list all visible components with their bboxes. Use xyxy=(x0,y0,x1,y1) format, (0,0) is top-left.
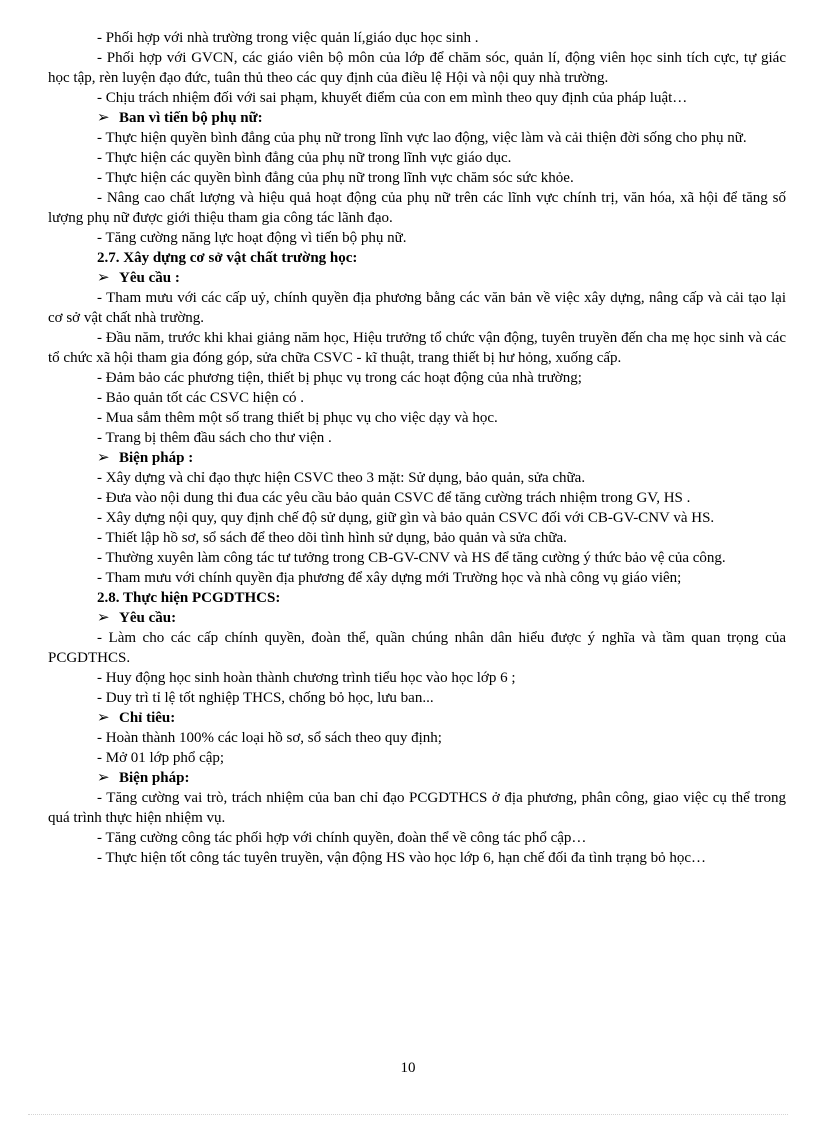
page-number: 10 xyxy=(400,1060,416,1076)
paragraph: - Tăng cường năng lực hoạt động vì tiến bộ phụ nữ. xyxy=(97,230,407,246)
paragraph: - Bảo quản tốt các CSVC hiện có . xyxy=(97,390,305,406)
paragraph: - Tăng cường vai trò, trách nhiệm của ban chỉ đạo PCGDTHCS ở địa phương, phân công, giao việc cụ thể trong quá trình thực hiện nhiệm vụ. xyxy=(48,790,786,826)
section-heading: 2.8. Thực hiện PCGDTHCS: xyxy=(97,590,281,606)
arrow-bullet-icon: ➢ xyxy=(97,710,110,726)
paragraph: - Duy trì tỉ lệ tốt nghiệp THCS, chống bỏ học, lưu ban... xyxy=(97,690,434,706)
paragraph: - Thực hiện tốt công tác tuyên truyền, vận động HS vào học lớp 6, hạn chế đối đa tình trạng bỏ học… xyxy=(97,850,706,866)
paragraph: - Phối hợp với nhà trường trong việc quản lí,giáo dục học sinh . xyxy=(97,30,479,46)
paragraph: - Tham mưu với chính quyền địa phương để xây dựng mới Trường học và nhà công vụ giáo viên; xyxy=(97,570,682,586)
arrow-bullet-icon: ➢ xyxy=(97,770,110,786)
bullet-heading xyxy=(48,708,786,728)
arrow-bullet-icon: ➢ xyxy=(97,110,110,126)
arrow-bullet-icon: ➢ xyxy=(97,450,110,466)
paragraph: - Thực hiện các quyền bình đẳng của phụ nữ trong lĩnh vực giáo dục. xyxy=(97,150,512,166)
paragraph: - Làm cho các cấp chính quyền, đoàn thể, quần chúng nhân dân hiểu được ý nghĩa và tầm quan trọng của PCGDTHCS. xyxy=(48,630,786,666)
paragraph: - Đầu năm, trước khi khai giảng năm học, Hiệu trưởng tổ chức vận động, tuyên truyền đến cha mẹ học sinh và các tổ chức xã hội tham gia đóng góp, sửa chữa CSVC - kĩ thuật, trang thiết bị hư hỏng, xuống cấp. xyxy=(48,330,786,366)
paragraph: - Trang bị thêm đầu sách cho thư viện . xyxy=(97,430,332,446)
paragraph: - Thực hiện quyền bình đẳng của phụ nữ trong lĩnh vực lao động, việc làm và cải thiện đời sống cho phụ nữ. xyxy=(97,130,747,146)
paragraph: - Đưa vào nội dung thi đua các yêu cầu bảo quản CSVC để tăng cường trách nhiệm trong GV, HS . xyxy=(97,490,691,506)
paragraph: - Tăng cường công tác phối hợp với chính quyền, đoàn thể về công tác phổ cập… xyxy=(97,830,587,846)
section-heading: 2.7. Xây dựng cơ sở vật chất trường học: xyxy=(97,250,358,266)
document-body xyxy=(48,28,786,868)
bullet-heading xyxy=(48,268,786,288)
bullet-heading-text: Chỉ tiêu: xyxy=(119,710,176,726)
paragraph: - Nâng cao chất lượng và hiệu quả hoạt động của phụ nữ trên các lĩnh vực chính trị, văn hóa, xã hội để tăng số lượng phụ nữ được giới thiệu tham gia công tác lãnh đạo. xyxy=(48,190,786,226)
paragraph: - Đảm bảo các phương tiện, thiết bị phục vụ trong các hoạt động của nhà trường; xyxy=(97,370,582,386)
paragraph: - Phối hợp với GVCN, các giáo viên bộ môn của lớp để chăm sóc, quản lí, động viên học sinh tích cực, tự giác học tập, rèn luyện đạo đức, tuân thủ theo các quy định của điều lệ Hội và nội quy nhà trường. xyxy=(48,50,786,86)
paragraph: - Mở 01 lớp phổ cập; xyxy=(97,750,225,766)
bullet-heading xyxy=(48,608,786,628)
bullet-heading-text: Biện pháp: xyxy=(119,770,190,786)
paragraph: - Thực hiện các quyền bình đẳng của phụ nữ trong lĩnh vực chăm sóc sức khỏe. xyxy=(97,170,574,186)
paragraph: - Thiết lập hồ sơ, sổ sách để theo dõi tình hình sử dụng, bảo quản và sửa chữa. xyxy=(97,530,567,546)
page-bottom-divider xyxy=(28,1114,788,1115)
paragraph: - Thường xuyên làm công tác tư tưởng trong CB-GV-CNV và HS để tăng cường ý thức bảo vệ của công. xyxy=(97,550,726,566)
paragraph: - Xây dựng và chỉ đạo thực hiện CSVC theo 3 mặt: Sử dụng, bảo quản, sửa chữa. xyxy=(97,470,586,486)
bullet-heading xyxy=(48,108,786,128)
bullet-heading xyxy=(48,768,786,788)
bullet-heading xyxy=(48,448,786,468)
paragraph: - Tham mưu với các cấp uỷ, chính quyền địa phương bằng các văn bản về việc xây dựng, nâng cấp và cải tạo lại cơ sở vật chất nhà trường. xyxy=(48,290,786,326)
bullet-heading-text: Yêu cầu : xyxy=(119,270,180,286)
paragraph: - Mua sắm thêm một số trang thiết bị phục vụ cho việc dạy và học. xyxy=(97,410,498,426)
bullet-heading-text: Biện pháp : xyxy=(119,450,194,466)
paragraph: - Hoàn thành 100% các loại hồ sơ, sổ sách theo quy định; xyxy=(97,730,442,746)
bullet-heading-text: Ban vì tiến bộ phụ nữ: xyxy=(119,110,263,126)
paragraph: - Chịu trách nhiệm đối với sai phạm, khuyết điểm của con em mình theo quy định của pháp luật… xyxy=(97,90,688,106)
bullet-heading-text: Yêu cầu: xyxy=(119,610,177,626)
paragraph: - Xây dựng nội quy, quy định chế độ sử dụng, giữ gìn và bảo quản CSVC đối với CB-GV-CNV và HS. xyxy=(97,510,715,526)
arrow-bullet-icon: ➢ xyxy=(97,610,110,626)
arrow-bullet-icon: ➢ xyxy=(97,270,110,286)
paragraph: - Huy động học sinh hoàn thành chương trình tiểu học vào học lớp 6 ; xyxy=(97,670,516,686)
